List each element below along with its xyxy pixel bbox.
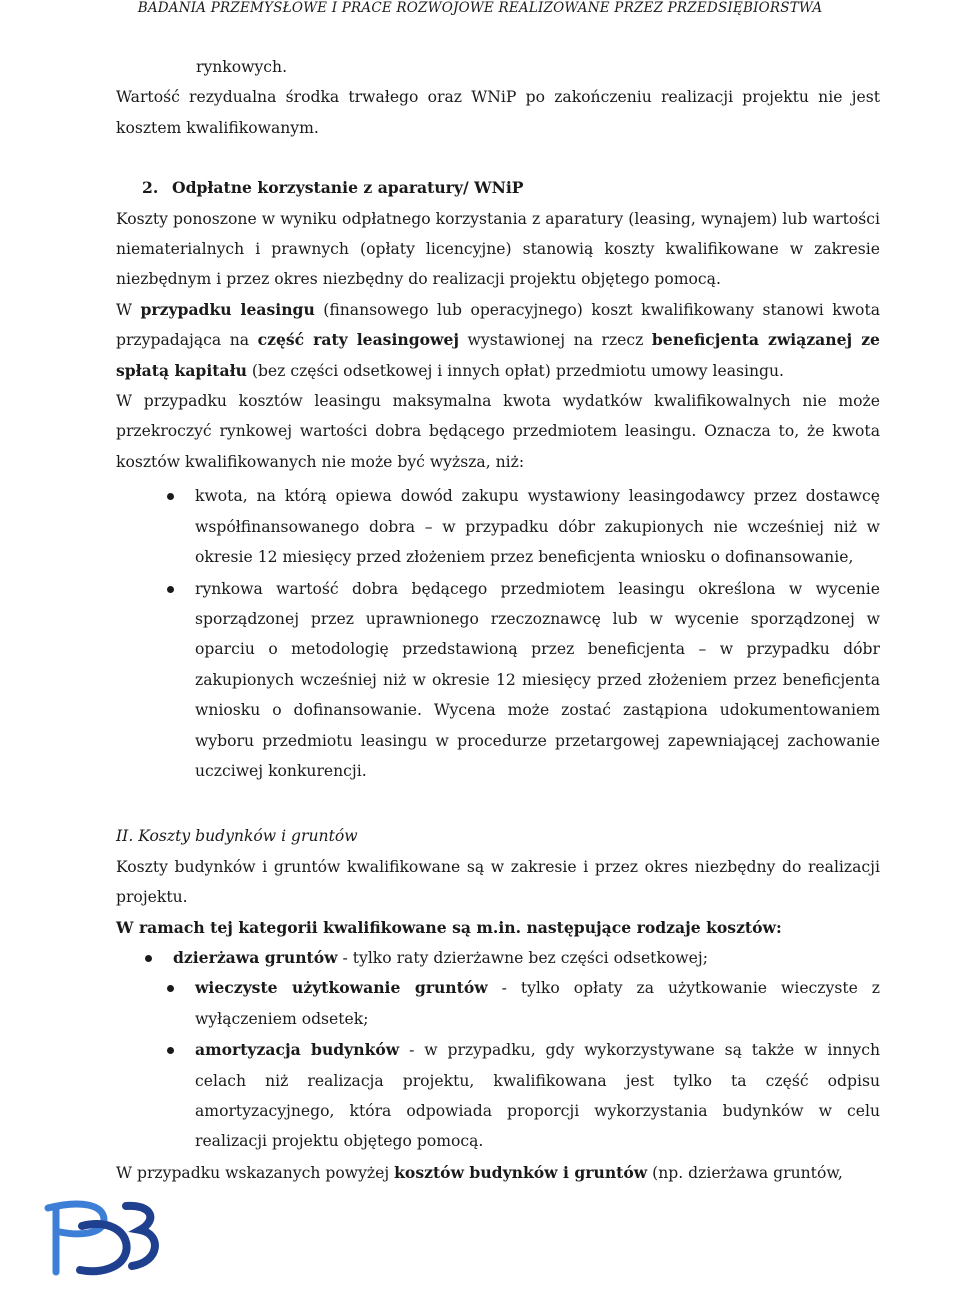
document-body <box>116 52 880 1188</box>
paragraph-residual-value: Wartość rezydualna środka trwałego oraz WNiP po zakończeniu realizacji projektu nie jest kosztem kwalifikowanym. <box>116 88 880 137</box>
bullet-icon <box>167 586 174 593</box>
list-item: rynkowa wartość dobra będącego przedmiotem leasingu określona w wycenie sporządzonej przez uprawnionego rzeczoznawcę lub w wycenie sporządzonej w oparciu o metodologię przedstawioną przez beneficjenta – w przypadku dóbr zakupionych wcześniej niż w okresie 12 miesięcy przed złożeniem przez beneficjenta wniosku o dofinansowanie. Wycena może zostać zastąpiona udokumentowaniem wyboru przedmiotu leasingu w procedurze przetargowej zapewniającej zachowanie uczciwej konkurencji. <box>116 574 880 787</box>
paragraph-last: W przypadku wskazanych powyżej kosztów budynków i gruntów (np. dzierżawa gruntów, <box>116 1162 843 1182</box>
continued-text: rynkowych. <box>196 58 288 76</box>
bullet-icon <box>167 493 174 500</box>
section-heading-II: II. Koszty budynków i gruntów <box>116 827 358 846</box>
logo-stroke-b <box>126 1206 155 1266</box>
category-intro: W ramach tej kategorii kwalifikowane są m.in. następujące rodzaje kosztów: <box>116 917 782 937</box>
section-title: Odpłatne korzystanie z aparatury/ WNiP <box>172 178 524 198</box>
paragraph-buildings: Koszty budynków i gruntów kwalifikowane są w zakresie i przez okres niezbędny do realizacji projektu. <box>116 857 880 907</box>
section-number: 2. <box>142 178 159 198</box>
list-item: amortyzacja budynków - w przypadku, gdy wykorzystywane są także w innych celach niż realizacja projektu, kwalifikowana jest tylko ta część odpisu amortyzacyjnego, która odpowiada proporcji wykorzystania budynków w celu realizacji projektu objętego pomocą. <box>116 1035 880 1157</box>
paragraph-leasing: W przypadku leasingu (finansowego lub operacyjnego) koszt kwalifikowany stanowi kwota przypadająca na część raty leasingowej wystawionej na rzecz beneficjenta związanej ze spłatą kapitału (bez części odsetkowej i innych opłat) przedmiotu umowy leasingu. <box>116 299 881 380</box>
paragraph-leasing-limit: W przypadku kosztów leasingu maksymalna kwota wydatków kwalifikowalnych nie może przekroczyć rynkowej wartości dobra będącego przedmiotem leasingu. Oznacza to, że kwota kosztów kwalifikowanych nie może być wyższa, niż: <box>116 392 880 471</box>
paragraph-paid-use: Koszty ponoszone w wyniku odpłatnego korzystania z aparatury (leasing, wynajem) lub wartości niematerialnych i prawnych (opłaty licencyjne) stanowią koszty kwalifikowane w zakresie niezbędnym i przez okres niezbędny do realizacji projektu objętego pomocą. <box>116 209 880 289</box>
running-header: BADANIA PRZEMYSŁOWE I PRACE ROZWOJOWE REALIZOWANE PRZEZ PRZEDSIĘBIORSTWA <box>137 0 823 16</box>
leasing-limit-list <box>116 481 880 786</box>
section-heading-2 <box>116 173 880 203</box>
bullet-icon <box>167 985 174 992</box>
list-item: dzierżawa gruntów - tylko raty dzierżawne bez części odsetkowej; <box>116 943 880 973</box>
list-item: wieczyste użytkowanie gruntów - tylko opłaty za użytkowanie wieczyste z wyłączeniem odsetek; <box>116 973 880 1034</box>
pdb-logo-icon <box>34 1196 164 1276</box>
cost-list-level2 <box>116 973 880 1156</box>
bullet-icon <box>167 1047 174 1054</box>
cost-list-level1 <box>116 943 880 973</box>
bullet-icon <box>145 955 152 962</box>
list-item: kwota, na którą opiewa dowód zakupu wystawiony leasingodawcy przez dostawcę współfinansowanego dobra – w przypadku dóbr zakupionych nie wcześniej niż w okresie 12 miesięcy przed złożeniem przez beneficjenta wniosku o dofinansowanie, <box>116 481 880 572</box>
